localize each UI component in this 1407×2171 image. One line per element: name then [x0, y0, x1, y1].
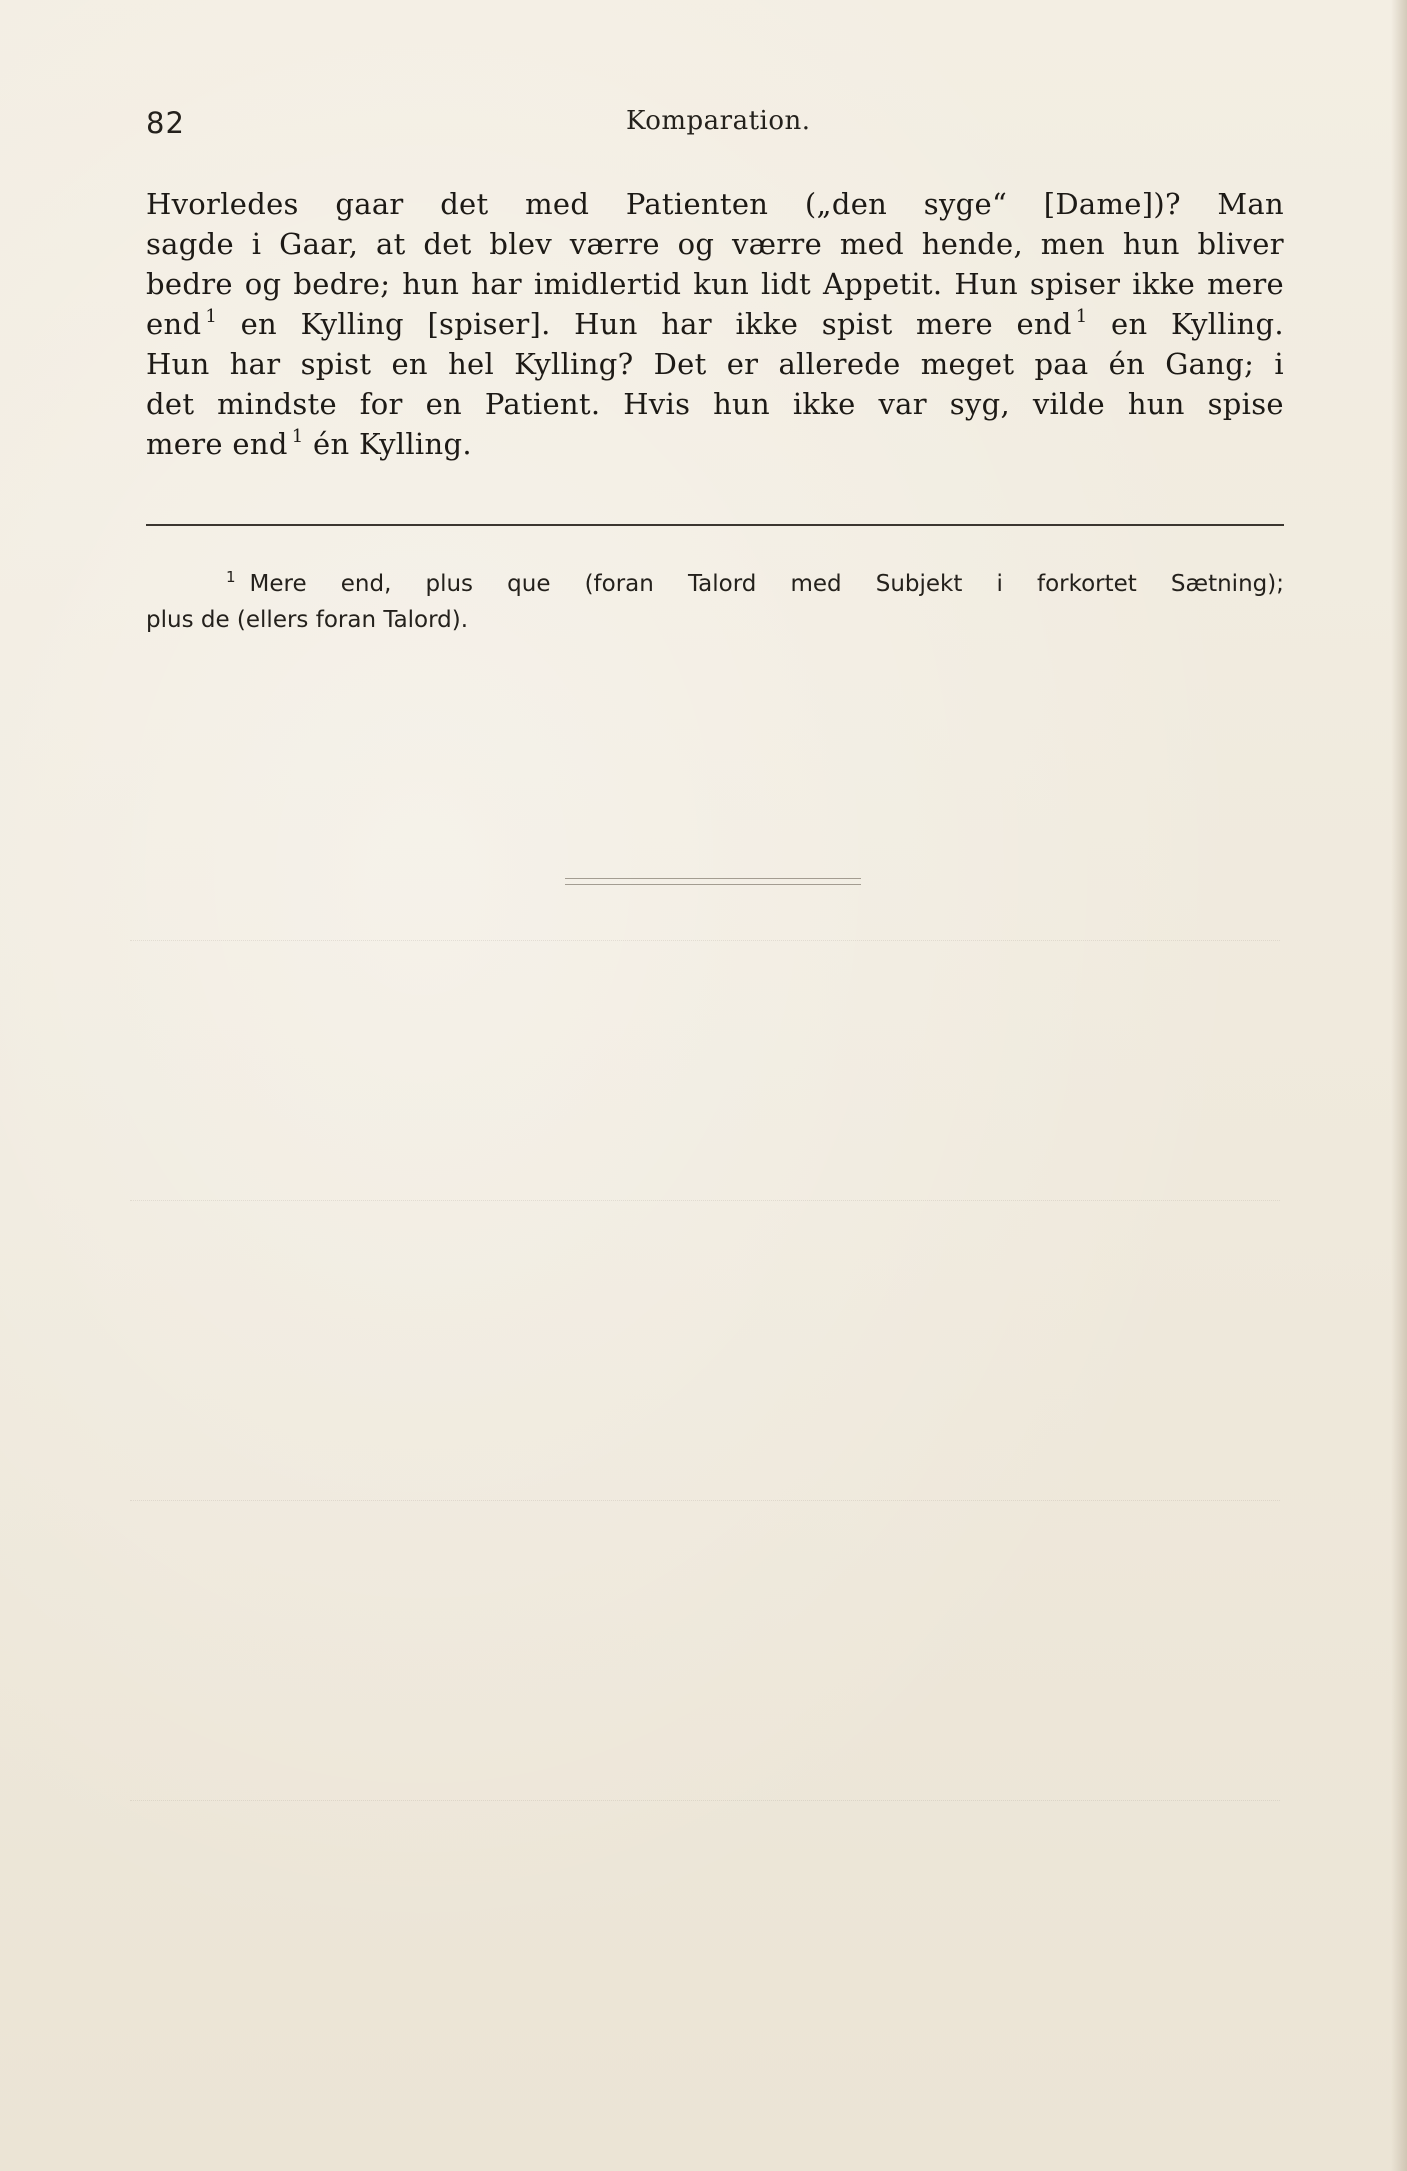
footnote-reference: 1 — [291, 426, 304, 447]
word: i — [1274, 347, 1284, 381]
word: end, — [340, 571, 392, 597]
body-paragraph — [146, 184, 1284, 464]
footnote-line — [146, 566, 1284, 602]
word: det — [440, 187, 489, 221]
word: Kylling — [300, 307, 404, 341]
word: Sætning); — [1170, 571, 1284, 597]
word: ikke — [792, 387, 856, 421]
word: Kylling? — [514, 347, 634, 381]
footnote-text: plus de (ellers foran Talord). — [146, 607, 469, 633]
word: [Dame])? — [1043, 187, 1181, 221]
word: bliver — [1197, 227, 1284, 261]
word: én — [1108, 347, 1146, 381]
bleed-through-double-rule — [565, 878, 861, 885]
word: vilde — [1032, 387, 1105, 421]
word: ikke — [735, 307, 799, 341]
word: Hvis — [623, 387, 691, 421]
word: en — [425, 387, 463, 421]
word: Patienten — [625, 187, 769, 221]
word: en — [240, 307, 278, 341]
word: Subjekt — [875, 571, 963, 597]
word: kun — [693, 267, 750, 301]
word: at — [376, 227, 406, 261]
text-line — [146, 384, 1284, 424]
word: har — [661, 307, 712, 341]
text-line — [146, 304, 1284, 344]
word: Talord — [687, 571, 757, 597]
word: har — [471, 267, 522, 301]
word: Man — [1217, 187, 1284, 221]
word: Hun — [574, 307, 638, 341]
word: $^1$ Mere — [226, 568, 307, 597]
page-number: 82 — [146, 106, 185, 140]
word: hun — [402, 267, 460, 301]
word: imidlertid — [533, 267, 682, 301]
running-title: Komparation. — [626, 106, 811, 136]
word: [spiser]. — [427, 307, 551, 341]
page-header — [146, 100, 1284, 150]
word: paa — [1034, 347, 1089, 381]
word: Hun — [146, 347, 210, 381]
word: blev — [489, 227, 553, 261]
footnote-reference: 1 — [205, 306, 218, 327]
word: gaar — [335, 187, 404, 221]
text-segment: mere end $^1$ én Kylling. — [146, 426, 472, 461]
word: Kylling. — [1171, 307, 1284, 341]
word: i — [251, 227, 262, 261]
word: Gaar, — [279, 227, 359, 261]
word: meget — [920, 347, 1015, 381]
footnote-marker: 1 — [226, 568, 236, 586]
word: spiser — [1029, 267, 1121, 301]
page-edge-shadow — [1391, 0, 1407, 2171]
word: hun — [713, 387, 771, 421]
word: plus — [425, 571, 474, 597]
text-line — [146, 424, 1284, 464]
word: lidt — [761, 267, 811, 301]
word: spise — [1207, 387, 1284, 421]
word: spist — [300, 347, 372, 381]
footnote — [146, 566, 1284, 638]
footnote-reference: 1 — [1075, 306, 1088, 327]
word: allerede — [778, 347, 901, 381]
word: sagde — [146, 227, 234, 261]
word: que — [507, 571, 551, 597]
word: med — [839, 227, 904, 261]
word: Det — [653, 347, 707, 381]
word: det — [423, 227, 472, 261]
word: Patient. — [484, 387, 601, 421]
word: det — [146, 387, 195, 421]
word: mindste — [217, 387, 337, 421]
text-line — [146, 224, 1284, 264]
word: Appetit. — [822, 267, 943, 301]
word: („den — [804, 187, 888, 221]
word: men — [1040, 227, 1106, 261]
word: syg, — [949, 387, 1010, 421]
word: har — [229, 347, 281, 381]
word: ikke — [1132, 267, 1196, 301]
text-line — [146, 184, 1284, 224]
word: og — [244, 267, 282, 301]
word: hun — [1122, 227, 1180, 261]
bleed-through-line — [130, 1500, 1280, 1501]
text-line — [146, 264, 1284, 304]
footnote-line — [146, 602, 1284, 638]
word: forkortet — [1036, 571, 1137, 597]
word: med — [790, 571, 842, 597]
word: i — [996, 571, 1003, 597]
word: er — [726, 347, 759, 381]
word: hende, — [921, 227, 1024, 261]
word: en — [391, 347, 428, 381]
word: mere — [916, 307, 993, 341]
word: syge“ — [923, 187, 1008, 221]
word: Gang; — [1165, 347, 1255, 381]
text-line — [146, 344, 1284, 384]
bleed-through-line — [130, 1200, 1280, 1201]
bleed-through-line — [130, 940, 1280, 941]
word: Hvorledes — [146, 187, 299, 221]
word: hel — [448, 347, 495, 381]
word: og — [677, 227, 715, 261]
word: hun — [1127, 387, 1185, 421]
word: værre — [732, 227, 823, 261]
word: end $^1$ — [1016, 306, 1088, 341]
word: en — [1111, 307, 1148, 341]
word: for — [359, 387, 403, 421]
footnote-separator-rule — [146, 524, 1284, 526]
bleed-through-line — [130, 1800, 1280, 1801]
word: bedre — [146, 267, 233, 301]
word: (foran — [584, 571, 654, 597]
word: end $^1$ — [146, 306, 218, 341]
word: Hun — [954, 267, 1018, 301]
word: med — [525, 187, 590, 221]
word: spist — [821, 307, 893, 341]
word: mere — [1207, 267, 1284, 301]
word: bedre; — [293, 267, 391, 301]
word: værre — [569, 227, 660, 261]
word: var — [878, 387, 927, 421]
